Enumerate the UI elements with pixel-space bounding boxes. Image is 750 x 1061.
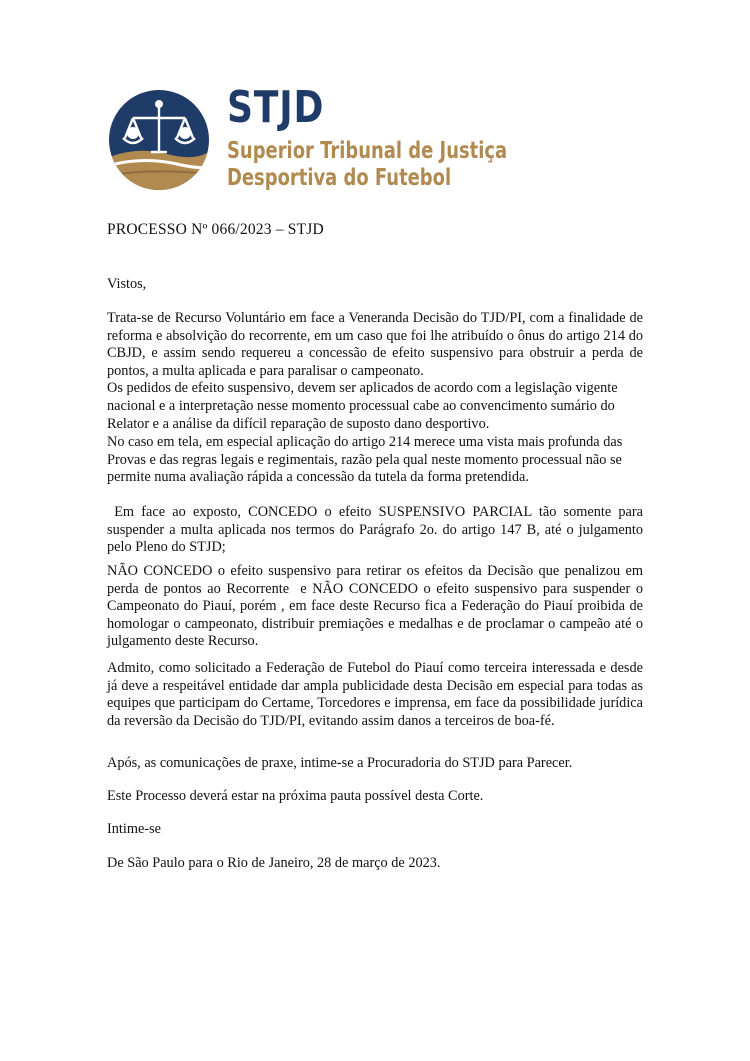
vistos-text: Vistos,	[107, 276, 147, 292]
paragraph-7: Após, as comunicações de praxe, intime-se a Procuradoria do STJD para Parecer.	[107, 755, 573, 771]
paragraph-block-4	[107, 563, 647, 651]
paragraph-block-3	[107, 504, 647, 557]
paragraph-block-6	[107, 755, 643, 773]
paragraph-block-5	[107, 660, 643, 730]
paragraph-block-8	[107, 821, 643, 839]
paragraph-block-7	[107, 788, 643, 806]
process-number-title: PROCESSO Nº 066/2023 – STJD	[107, 221, 324, 238]
paragraph-vistos	[107, 276, 643, 294]
paragraph-1: Trata-se de Recurso Voluntário em face a Veneranda Decisão do TJD/PI, com a finalidade de reforma e absolvição do recorrente, em um caso que foi lhe atribuído o ônus do artigo 214 do CBJD, e assim sendo requereu a concessão de efeito suspensivo para obstruir a perda de pontos, a multa aplicada e para paralisar o campeonato.	[107, 310, 643, 379]
paragraph-8: Este Processo deverá estar na próxima pauta possível desta Corte.	[107, 788, 484, 804]
closing-location-date: De São Paulo para o Rio de Janeiro, 28 de março de 2023.	[107, 855, 441, 871]
paragraph-block-2	[107, 434, 643, 487]
stjd-logo	[107, 82, 508, 198]
paragraph-block-9	[107, 855, 643, 873]
paragraph-6: Admito, como solicitado a Federação de Futebol do Piauí como terceira interessada e desde já deve a respeitável entidade dar ampla publicidade desta Decisão em especial para todas as equipes que participam do Certame, Torcedores e imprensa, em face da possibilidade jurídica da reversão da Decisão do TJD/PI, evitando assim danos a terceiros de boa-fé.	[107, 660, 643, 729]
paragraph-3: No caso em tela, em especial aplicação do artigo 214 merece uma vista mais profunda das Provas e das regras legais e regimentais, razão pela qual neste momento processual não se permite numa avaliação rápida a concessão da tutela da forma pretendida.	[107, 434, 623, 486]
logo-subtitle-line1: Superior Tribunal de Justiça	[227, 138, 508, 164]
paragraph-2: Os pedidos de efeito suspensivo, devem ser aplicados de acordo com a legislação vigente nacional e a interpretação nesse momento processual cabe ao convencimento sumário do Relator e a análise da difícil reparação de suposto dano desportivo.	[107, 380, 618, 432]
logo-title: STJD	[227, 82, 325, 133]
paragraph-9: Intime-se	[107, 821, 161, 837]
logo-subtitle-line2: Desportiva do Futebol	[227, 165, 452, 191]
paragraph-4: Em face ao exposto, CONCEDO o efeito SUSPENSIVO PARCIAL tão somente para suspender a multa aplicada nos termos do Parágrafo 2o. do artigo 147 B, até o julgamento pelo Pleno do STJD;	[107, 504, 647, 556]
paragraph-block-1	[107, 310, 643, 433]
paragraph-5: NÃO CONCEDO o efeito suspensivo para retirar os efeitos da Decisão que penalizou em perda de pontos ao Recorrente e NÃO CONCEDO o efeito suspensivo para suspender o Campeonato do Piauí, porém , em face deste Recurso fica a Federação do Piauí proibida de homologar o campeonato, distribuir premiações e medalhas e de proclamar o campeão até o julgamento deste Recurso.	[107, 563, 647, 650]
scales-of-justice-emblem-icon	[107, 88, 211, 192]
